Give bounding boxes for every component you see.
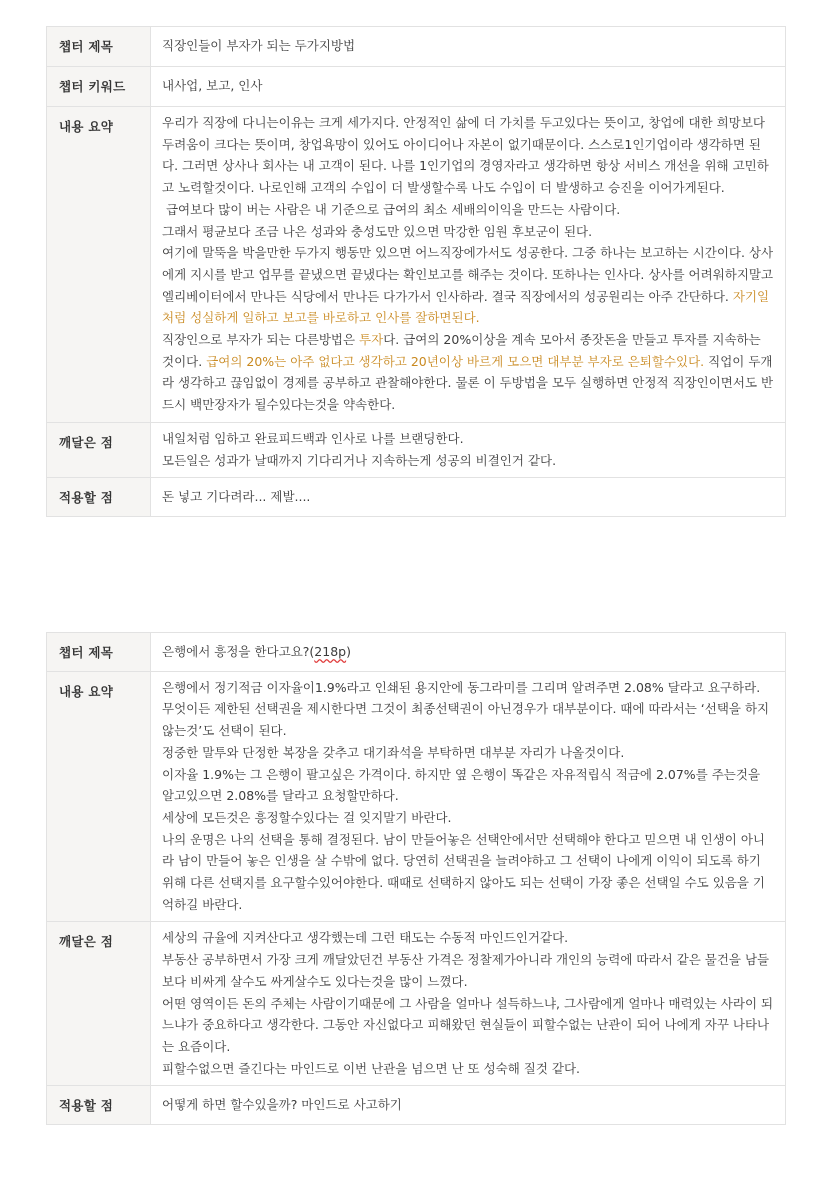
summary-paragraph: 급여보다 많이 버는 사람은 내 기준으로 급여의 최소 세배의이익을 만드는 사람이다.: [162, 201, 621, 217]
chapter-table-2: [46, 632, 786, 1125]
summary-text: 직장인으로 부자가 되는 다른방법은: [162, 332, 360, 348]
row-insight: [47, 922, 786, 1086]
insight-label: 깨달은 점: [47, 422, 151, 477]
title-text: 은행에서 흥정을 한다고요?(: [162, 644, 315, 659]
summary-paragraph: 나의 운명은 나의 선택을 통해 결정된다. 남이 만들어놓은 선택안에서만 선택해야 한다고 믿으면 내 인생이 아니라 남이 만들어 놓은 인생을 살 수밖에 없다. 당연히 선택권을 늘려야하고 그 선택이 나에게 이익이 되도록 하기 위해 다른 선택지를 요구할수있어야한다. 때때로 선택하지 않아도 되는 선택이 가장 좋은 선택일 수도 있음을 기억하길 바란다.: [162, 831, 765, 912]
highlighted-text: 투자: [359, 332, 384, 348]
summary-paragraph: 세상에 모든것은 흥정할수있다는 걸 잊지말기 바란다.: [162, 809, 452, 825]
summary-paragraph: 무엇이든 제한된 선택권을 제시한다면 그것이 최종선택권이 아닌경우가 대부분이다. 때에 따라서는 ‘선택을 하지않는것’도 선택이 된다.: [162, 701, 770, 739]
chapter-title-value: [151, 633, 786, 672]
row-insight: [47, 422, 786, 477]
row-summary: [47, 107, 786, 423]
row-apply: [47, 478, 786, 517]
insight-line: 내일처럼 임하고 완료피드백과 인사로 나를 브랜딩한다.: [162, 430, 464, 446]
chapter-table-1: [46, 26, 786, 517]
chapter-keywords-value: 내사업, 보고, 인사: [151, 67, 786, 107]
summary-paragraph: [162, 329, 775, 416]
insight-paragraph: 세상의 규율에 지켜산다고 생각했는데 그런 태도는 수동적 마인드인거같다.: [162, 930, 569, 946]
summary-paragraph: [162, 242, 775, 329]
highlighted-text: 자기일처럼 성실하게 일하고 보고를 바로하고 인사를 잘하면된다.: [162, 288, 770, 326]
summary-paragraph: 그래서 평균보다 조금 나은 성과와 충성도만 있으면 막강한 임원 후보군이 된다.: [162, 223, 593, 239]
insight-label: 깨달은 점: [47, 922, 151, 1086]
row-apply: [47, 1086, 786, 1125]
chapter-title-label: 챕터 제목: [47, 633, 151, 672]
summary-paragraph: 은행에서 정기적금 이자율이1.9%라고 인쇄된 용지안에 동그라미를 그리며 알려주면 2.08% 달라고 요구하라.: [162, 679, 761, 695]
highlighted-text: 급여의 20%는 아주 없다고 생각하고 20년이상 바르게 모으면 대부분 부자로 은퇴할수있다.: [206, 353, 705, 369]
insight-content: [151, 422, 786, 477]
chapter-title-label: 챕터 제목: [47, 27, 151, 67]
summary-content: [151, 107, 786, 423]
row-chapter-title: [47, 27, 786, 67]
summary-paragraph: 정중한 말투와 단정한 복장을 갖추고 대기좌석을 부탁하면 대부분 자리가 나올것이다.: [162, 744, 625, 760]
title-text: ): [346, 644, 351, 659]
apply-label: 적용할 점: [47, 1086, 151, 1125]
summary-content: [151, 671, 786, 922]
summary-paragraph: 이자율 1.9%는 그 은행이 팔고싶은 가격이다. 하지만 옆 은행이 똑같은 자유적립식 적금에 2.07%를 주는것을 알고있으면 2.08%를 달라고 요청할만하다.: [162, 766, 761, 804]
summary-paragraph: 우리가 직장에 다니는이유는 크게 세가지다. 안정적인 삶에 더 가치를 두고있다는 뜻이고, 창업에 대한 희망보다 두려움이 크다는 뜻이며, 창업욕망이 있어도 아이디어나 자본이 없기때문이다. 스스로1인기업이라 생각하면 된다. 그러면 상사나 회사는 내 고객이 된다. 나를 1인기업의 경영자라고 생각하면 항상 서비스 개선을 위해 고민하고 노력할것이다. 나로인해 고객의 수입이 더 발생할수록 나도 수입이 더 발생하고 승진을 이어가게된다.: [162, 115, 769, 196]
summary-label: 내용 요약: [47, 107, 151, 423]
insight-paragraph: 부동산 공부하면서 가장 크게 깨달았던건 부동산 가격은 정찰제가아니라 개인의 능력에 따라서 같은 물건을 남들보다 비싸게 살수도 싸게살수도 있다는것을 많이 느꼈다.: [162, 952, 770, 989]
apply-value: 어떻게 하면 할수있을까? 마인드로 사고하기: [151, 1086, 786, 1125]
chapter-keywords-label: 챕터 키워드: [47, 67, 151, 107]
row-summary: [47, 671, 786, 922]
chapter-title-value: 직장인들이 부자가 되는 두가지방법: [151, 27, 786, 67]
summary-text: 다. 급여의 20%이상을 계속 모아서 종잣돈을 만들고 투자를 지속하는 것이다.: [162, 332, 761, 369]
spellcheck-flagged-text: 218p: [314, 644, 347, 659]
insight-paragraph: 피할수없으면 즐긴다는 마인드로 이번 난관을 넘으면 난 또 성숙해 질것 같다.: [162, 1060, 581, 1076]
insight-paragraph: 어떤 영역이든 돈의 주체는 사람이기때문에 그 사람을 얼마나 설득하느냐, 그사람에게 얼마나 매력있는 사라이 되느냐가 중요하다고 생각한다. 그동안 자신없다고 피해왔던 현실들이 피할수없는 난관이 되어 나에게 자꾸 나타나는 요즘이다.: [162, 995, 774, 1054]
row-chapter-title: [47, 633, 786, 672]
apply-label: 적용할 점: [47, 478, 151, 517]
row-chapter-keywords: [47, 67, 786, 107]
summary-label: 내용 요약: [47, 671, 151, 922]
insight-content: [151, 922, 786, 1086]
insight-line: 모든일은 성과가 날때까지 기다리거나 지속하는게 성공의 비결인거 같다.: [162, 452, 557, 468]
summary-text: 직업이 두개라 생각하고 끊임없이 경제를 공부하고 관찰해야한다. 물론 이 두방법을 모두 실행하면 안정적 직장인이면서도 반드시 백만장자가 될수있다는것을 약속한다.: [162, 353, 774, 413]
apply-value: 돈 넣고 기다려라... 제발....: [151, 478, 786, 517]
summary-text: 여기에 말뚝을 박을만한 두가지 행동만 있으면 어느직장에가서도 성공한다. 그중 하나는 보고하는 시간이다. 상사에게 지시를 받고 업무를 끝냈으면 끝냈다는 확인보고를 해주는 것이다. 또하나는 인사다. 상사를 어려워하지말고 엘리베이터에서 만나든 식당에서 만나든 다가가서 인사하라. 결국 직장에서의 성공원리는 아주 간단하다.: [162, 245, 774, 304]
